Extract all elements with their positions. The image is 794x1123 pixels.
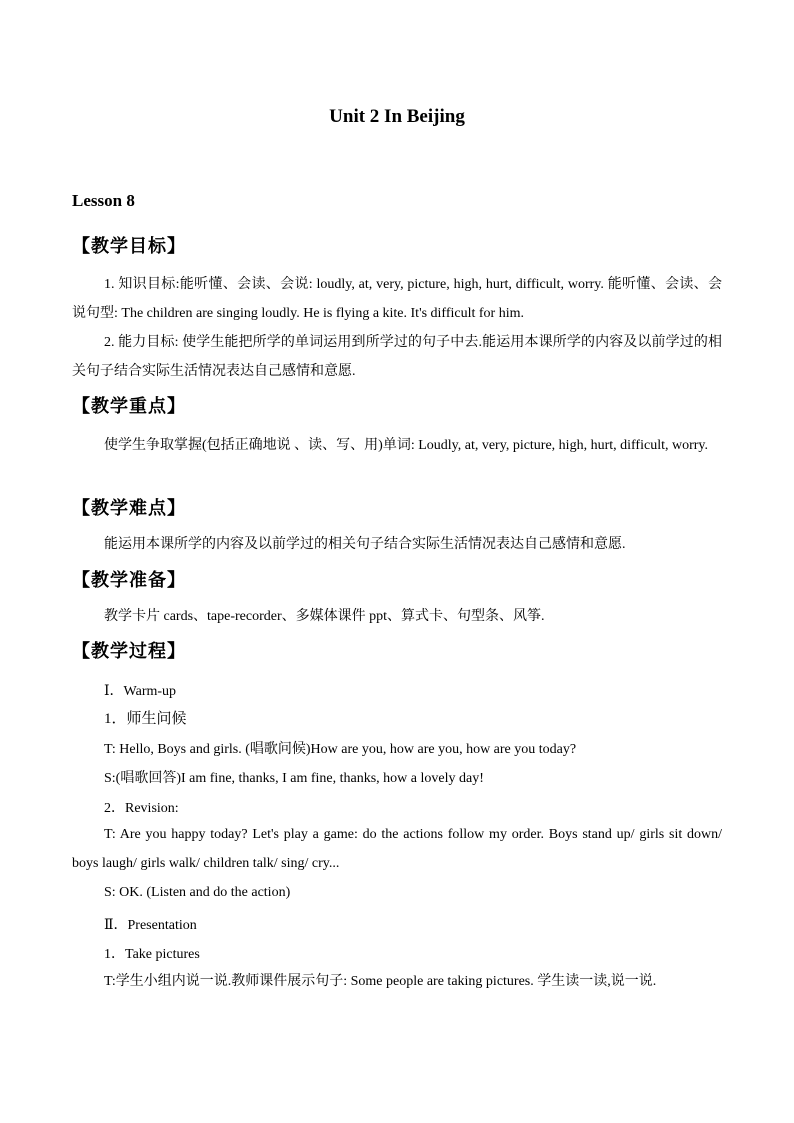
process-student-reply-line: S:(唱歌回答)I am fine, thanks, I am fine, thanks, how a lovely day! xyxy=(104,771,484,786)
process-pictures-paragraph: T:学生小组内说一说.教师课件展示句子: Some people are taking pictures. 学生读一读,说一说. xyxy=(104,974,657,989)
objectives-heading: 【教学目标】 xyxy=(72,236,186,257)
process-heading: 【教学过程】 xyxy=(72,641,186,662)
preparation-paragraph: 教学卡片 cards、tape-recorder、多媒体课件 ppt、算式卡、句型条、风筝. xyxy=(104,609,545,624)
process-game-paragraph: T: Are you happy today? Let's play a game: do the actions follow my order. Boys stand up/ girls sit down/ boys laugh/ girls walk/ children talk/ sing/ cry... xyxy=(72,827,722,871)
document-title: Unit 2 In Beijing xyxy=(329,106,465,127)
process-take-pictures-line: 1．Take pictures xyxy=(104,947,200,962)
objectives-knowledge-paragraph: 1. 知识目标:能听懂、会读、会说: loudly, at, very, picture, high, hurt, difficult, worry. 能听懂、会读、会说句型: The children are singing loudly. He is flying a kite. It's difficult for him. xyxy=(72,277,722,321)
lesson-heading: Lesson 8 xyxy=(72,191,135,210)
key-points-paragraph: 使学生争取掌握(包括正确地说 、读、写、用)单词: Loudly, at, very, picture, high, hurt, difficult, worry. xyxy=(104,438,708,453)
process-student-action-line: S: OK. (Listen and do the action) xyxy=(104,885,291,900)
difficulties-paragraph: 能运用本课所学的内容及以前学过的相关句子结合实际生活情况表达自己感情和意愿. xyxy=(104,537,626,552)
process-teacher-greeting-line: T: Hello, Boys and girls. (唱歌问候)How are you, how are you, how are you today? xyxy=(104,742,577,757)
process-warmup-line: Ⅰ．Warm-up xyxy=(104,684,177,699)
preparation-heading: 【教学准备】 xyxy=(72,570,186,591)
objectives-ability-paragraph: 2. 能力目标: 使学生能把所学的单词运用到所学过的句子中去.能运用本课所学的内容及以前学过的相关句子结合实际生活情况表达自己感情和意愿. xyxy=(72,335,722,379)
process-presentation-line: Ⅱ．Presentation xyxy=(104,918,197,933)
key-points-heading: 【教学重点】 xyxy=(72,396,186,417)
process-revision-line: 2．Revision: xyxy=(104,801,179,816)
process-greeting-line: 1．师生问候 xyxy=(104,711,187,727)
difficulties-heading: 【教学难点】 xyxy=(72,498,186,519)
